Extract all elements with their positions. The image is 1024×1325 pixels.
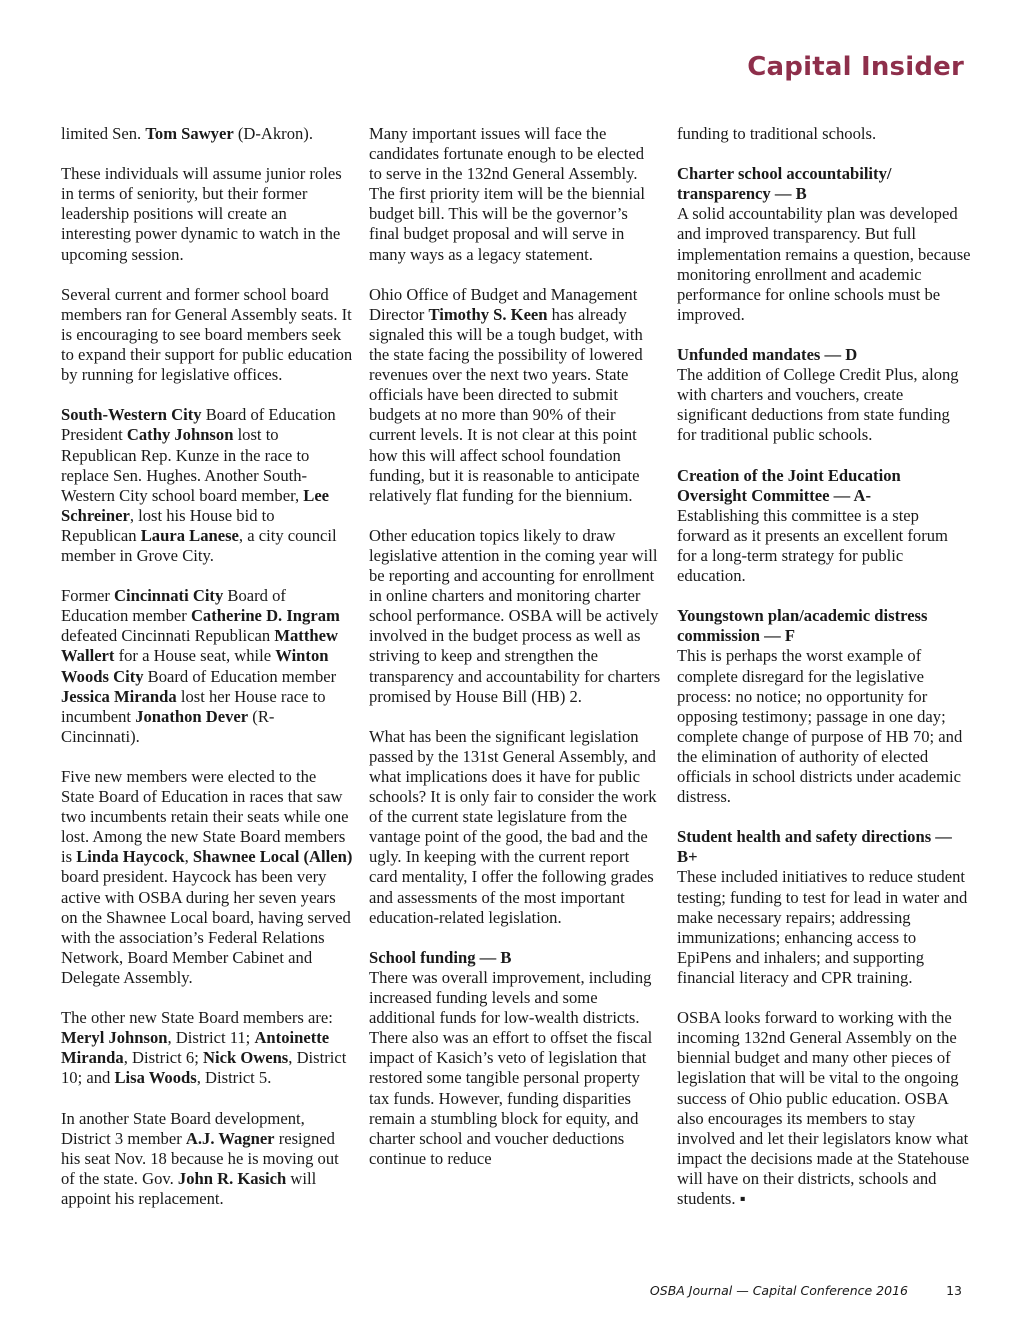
article-column-2 (369, 124, 661, 1189)
grade-heading-school-funding: School funding — B (369, 947, 512, 967)
page-number: 13 (946, 1283, 962, 1298)
grade-heading-unfunded-mandates: Unfunded mandates — D (677, 345, 858, 365)
grade-body-student-health: These included initiatives to reduce student testing; funding to test for lead in water and make necessary repairs; addressing immunizations; enhancing access to EpiPens and inhalers; and supporting financial literacy and CPR training. (677, 867, 968, 987)
person-or-district-name: John R. Kasich (177, 1168, 287, 1188)
grade-heading-youngstown-plan: Youngstown plan/academic distress commission — F (677, 606, 928, 646)
person-or-district-name: Lee Schreiner (61, 485, 330, 525)
grade-body-joint-committee: Establishing this committee is a step forward as it presents an excellent forum for a long-term strategy for public education. (677, 505, 948, 586)
paragraph: Five new members were elected to the State Board of Education in races that saw two incumbents retain their seats while one lost. Among the new State Board members is Linda Haycock, Shawnee Local (Allen) board president. Haycock has been very active with OSBA during her seven years on the Shawnee Local board, having served with the association’s Federal Relations Network, Board Member Cabinet and Delegate Assembly. (61, 767, 353, 987)
paragraph: Several current and former school board members ran for General Assembly seats. It is encouraging to see board members seek to expand their support for public education by running for legislative offices. (61, 284, 353, 385)
person-or-district-name: A.J. Wagner (185, 1128, 275, 1148)
grade-body-unfunded-mandates: The addition of College Credit Plus, along with charters and vouchers, create significant deductions from state funding for traditional public schools. (677, 365, 959, 445)
paragraph: Many important issues will face the candidates fortunate enough to be elected to serve in the 132nd General Assembly. The first priority item will be the biennial budget bill. This will be the governor’s final budget proposal and will serve in many ways as a legacy statement. (369, 124, 646, 264)
closing-paragraph: OSBA looks forward to working with the incoming 132nd General Assembly on the biennial budget and many other pieces of legislation that will be vital to the ongoing success of Ohio public education. OSBA also encourages its members to stay involved and let their legislators know what impact the decisions made at the Statehouse will have on their districts, schools and students. ▪ (677, 1008, 970, 1208)
paragraph: funding to traditional schools. (677, 124, 877, 143)
person-or-district-name: Antoinette Miranda (61, 1028, 330, 1068)
person-or-district-name: South-Western City (61, 405, 202, 425)
person-or-district-name: Linda Haycock (76, 847, 185, 867)
person-or-district-name: Cathy Johnson (126, 425, 234, 445)
paragraph: These individuals will assume junior roles in terms of seniority, but their former leadership positions will create an interesting power dynamic to watch in the upcoming session. (61, 164, 342, 264)
person-or-district-name: Cincinnati City (114, 586, 224, 606)
grade-body-charter-accountability: A solid accountability plan was developed and improved transparency. But full implementation remains a question, because monitoring enrollment and academic performance for online schools must be improved. (677, 204, 971, 324)
section-title: Capital Insider (747, 52, 964, 82)
paragraph: In another State Board development, District 3 member A.J. Wagner resigned his seat Nov. 18 because he is moving out of the state. Gov. John R. Kasich will appoint his replacement. (61, 1108, 339, 1208)
person-or-district-name: Shawnee Local (Allen) (192, 847, 353, 867)
paragraph: What has been the significant legislation passed by the 131st General Assembly, and what implications does it have for public schools? It is only fair to consider the work of the current state legislature from the vantage point of the good, the bad and the ugly. In keeping with the current report card mentality, I offer the following grades and assessments of the most important education-related legislation. (369, 726, 657, 927)
person-or-district-name: Jonathon Dever (135, 706, 249, 726)
paragraph: The other new State Board members are: Meryl Johnson, District 11; Antoinette Miranda, District 6; Nick Owens, District 10; and Lisa Woods, District 5. (61, 1008, 347, 1088)
paragraph: limited Sen. Tom Sawyer (D-Akron). (61, 124, 313, 143)
grade-heading-charter-accountability: Charter school accountability/ transparency — B (677, 164, 892, 204)
person-or-district-name: Laura Lanese (140, 525, 239, 545)
person-or-district-name: Matthew Wallert (61, 626, 338, 666)
person-or-district-name: Catherine D. Ingram (190, 606, 340, 626)
article-column-3 (677, 124, 971, 1229)
grade-heading-student-health: Student health and safety directions — B+ (677, 827, 952, 867)
paragraph: Other education topics likely to draw legislative attention in the coming year will be reporting and accounting for enrollment in online charters and monitoring charter school performance. OSBA will be actively involved in the budget process as well as striving to keep and strengthen the transparency and accountability for charters promised by House Bill (HB) 2. (369, 525, 661, 706)
article-column-1 (61, 124, 353, 1229)
footer-journal-title: OSBA Journal — Capital Conference 2016 (649, 1283, 908, 1298)
person-or-district-name: Lisa Woods (114, 1068, 197, 1088)
person-or-district-name: Nick Owens (202, 1048, 289, 1068)
person-or-district-name: Meryl Johnson (61, 1028, 168, 1048)
person-or-district-name: Winton Woods City (61, 646, 329, 686)
grade-heading-joint-committee: Creation of the Joint Education Oversight Committee — A- (677, 465, 901, 505)
paragraph: Ohio Office of Budget and Management Director Timothy S. Keen has already signaled this will be a tough budget, with the state facing the possibility of lowered revenues over the next two years. State officials have been directed to submit budgets at no more than 90% of their current levels. It is not clear at this point how this will affect school foundation funding, but it is reasonable to anticipate relatively flat funding for the biennium. (369, 284, 643, 505)
paragraph: South-Western City Board of Education President Cathy Johnson lost to Republican Rep. Kunze in the race to replace Sen. Hughes. Another South-Western City school board member, Lee Schreiner, lost his House bid to Republican Laura Lanese, a city council member in Grove City. (61, 405, 337, 565)
person-or-district-name: Tom Sawyer (145, 124, 234, 143)
paragraph: Former Cincinnati City Board of Education member Catherine D. Ingram defeated Cincinnati Republican Matthew Wallert for a House seat, while Winton Woods City Board of Education member Jessica Miranda lost her House race to incumbent Jonathon Dever (R-Cincinnati). (61, 586, 340, 746)
person-or-district-name: Timothy S. Keen (428, 304, 548, 324)
grade-body-school-funding: There was overall improvement, including increased funding levels and some additional funds for low-wealth districts. There also was an effort to offset the fiscal impact of Kasich’s veto of legislation that restored some tangible personal property tax funds. However, funding disparities remain a stumbling block for equity, and charter school and voucher deductions continue to reduce (369, 967, 653, 1168)
grade-body-youngstown-plan: This is perhaps the worst example of complete disregard for the legislative process: no notice; no opportunity for opposing testimony; passage in one day; complete change of purpose of HB 70; and the elimination of authority of elected officials in school districts under academic distress. (677, 646, 963, 807)
person-or-district-name: Jessica Miranda (61, 686, 177, 706)
